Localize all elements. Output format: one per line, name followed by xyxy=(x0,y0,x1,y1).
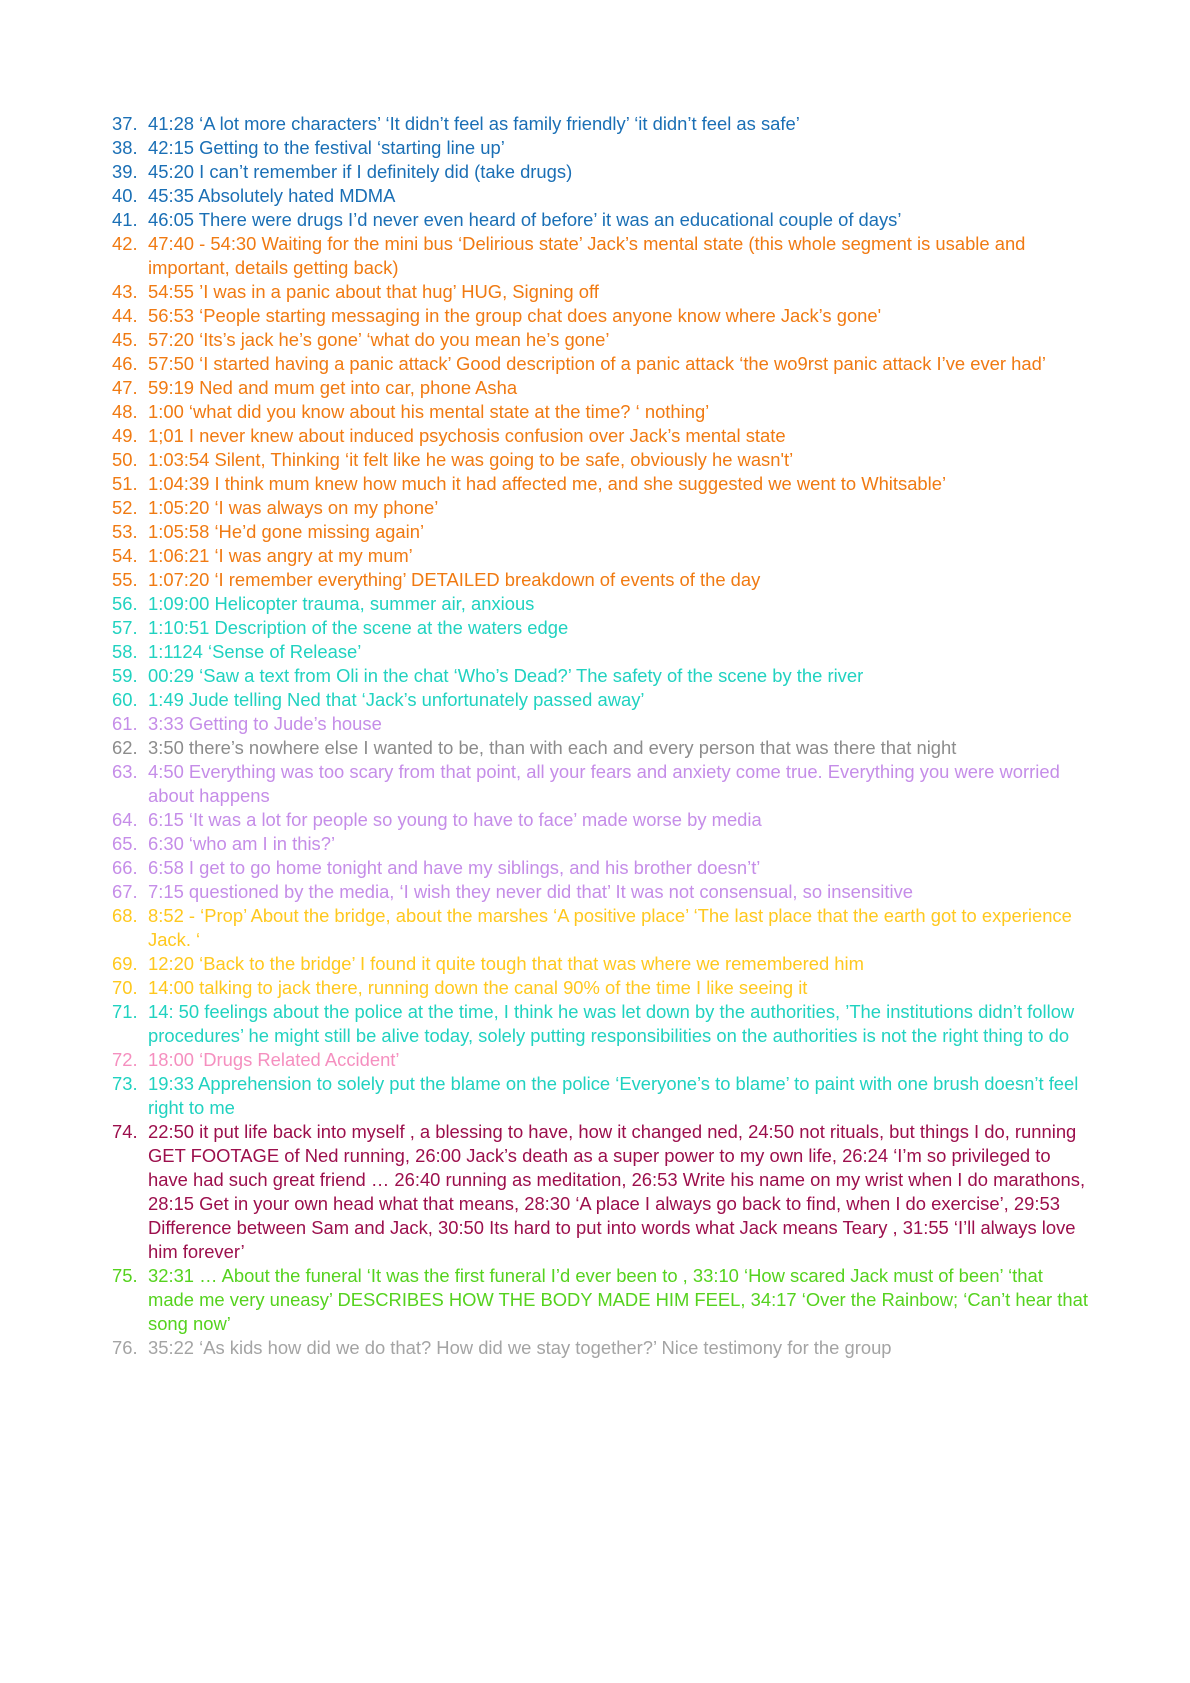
item-text: 6:58 I get to go home tonight and have my siblings, and his brother doesn’t’ xyxy=(148,857,761,878)
item-text: 35:22 ‘As kids how did we do that? How did we stay together?’ Nice testimony for the group xyxy=(148,1337,892,1358)
list-item xyxy=(112,664,1092,688)
item-text: 54:55 ’I was in a panic about that hug’ HUG, Signing off xyxy=(148,281,599,302)
item-text: 47:40 - 54:30 Waiting for the mini bus ‘Delirious state’ Jack’s mental state (this whole segment is usable and important, details getting back) xyxy=(148,233,1026,278)
item-text: 56:53 ‘People starting messaging in the group chat does anyone know where Jack’s gone' xyxy=(148,305,882,326)
list-item xyxy=(112,1048,1092,1072)
item-text: 57:50 ‘I started having a panic attack’ Good description of a panic attack ‘the wo9rst panic attack I’ve ever had’ xyxy=(148,353,1046,374)
item-number: 74. xyxy=(112,1121,138,1142)
item-text: 00:29 ‘Saw a text from Oli in the chat ‘Who’s Dead?’ The safety of the scene by the river xyxy=(148,665,864,686)
item-text: 6:30 ‘who am I in this?’ xyxy=(148,833,336,854)
item-text: 42:15 Getting to the festival ‘starting line up’ xyxy=(148,137,505,158)
list-item xyxy=(112,328,1092,352)
item-number: 45. xyxy=(112,329,138,350)
list-item xyxy=(112,952,1092,976)
item-number: 37. xyxy=(112,113,138,134)
item-number: 46. xyxy=(112,353,138,374)
list-item xyxy=(112,736,1092,760)
list-item xyxy=(112,1072,1092,1120)
list-item xyxy=(112,616,1092,640)
item-number: 43. xyxy=(112,281,138,302)
item-number: 40. xyxy=(112,185,138,206)
list-item xyxy=(112,400,1092,424)
list-item xyxy=(112,760,1092,808)
item-text: 32:31 … About the funeral ‘It was the first funeral I’d ever been to , 33:10 ‘How scared Jack must of been’ ‘that made me very uneasy’ DESCRIBES HOW THE BODY MADE HIM FEEL, 34:17 ‘Over the Rainbow; ‘Can’t hear that song now’ xyxy=(148,1265,1088,1334)
item-number: 53. xyxy=(112,521,138,542)
item-text: 7:15 questioned by the media, ‘I wish they never did that’ It was not consensual, so insensitive xyxy=(148,881,914,902)
item-number: 41. xyxy=(112,209,138,230)
list-item xyxy=(112,856,1092,880)
notes-list xyxy=(112,112,1092,1360)
item-text: 1:03:54 Silent, Thinking ‘it felt like he was going to be safe, obviously he wasn't’ xyxy=(148,449,794,470)
item-text: 1:09:00 Helicopter trauma, summer air, anxious xyxy=(148,593,535,614)
item-number: 58. xyxy=(112,641,138,662)
item-text: 14:00 talking to jack there, running down the canal 90% of the time I like seeing it xyxy=(148,977,808,998)
item-number: 66. xyxy=(112,857,138,878)
item-number: 65. xyxy=(112,833,138,854)
item-number: 55. xyxy=(112,569,138,590)
list-item xyxy=(112,880,1092,904)
item-text: 57:20 ‘Its’s jack he’s gone’ ‘what do you mean he’s gone’ xyxy=(148,329,610,350)
item-number: 71. xyxy=(112,1001,138,1022)
item-number: 64. xyxy=(112,809,138,830)
list-item xyxy=(112,184,1092,208)
item-number: 42. xyxy=(112,233,138,254)
item-text: 1:07:20 ‘I remember everything’ DETAILED breakdown of events of the day xyxy=(148,569,761,590)
list-item xyxy=(112,1120,1092,1264)
list-item xyxy=(112,136,1092,160)
item-number: 57. xyxy=(112,617,138,638)
item-number: 51. xyxy=(112,473,138,494)
item-text: 45:35 Absolutely hated MDMA xyxy=(148,185,396,206)
item-number: 47. xyxy=(112,377,138,398)
item-number: 52. xyxy=(112,497,138,518)
list-item xyxy=(112,592,1092,616)
item-number: 49. xyxy=(112,425,138,446)
item-text: 1:49 Jude telling Ned that ‘Jack’s unfortunately passed away’ xyxy=(148,689,645,710)
item-number: 62. xyxy=(112,737,138,758)
list-item xyxy=(112,472,1092,496)
item-text: 12:20 ‘Back to the bridge’ I found it quite tough that that was where we remembered him xyxy=(148,953,864,974)
item-number: 59. xyxy=(112,665,138,686)
list-item xyxy=(112,976,1092,1000)
item-text: 22:50 it put life back into myself , a blessing to have, how it changed ned, 24:50 not rituals, but things I do, running GET FOOTAGE of Ned running, 26:00 Jack’s death as a super power to my own life, 26:24 ‘I’m so privileged to have had such great friend … 26:40 running as meditation, 26:53 Write his name on my wrist when I do marathons, 28:15 Get in your own head what that means, 28:30 ‘A place I always go back to find, when I do exercise’, 29:53 Difference between Sam and Jack, 30:50 Its hard to put into words what Jack means Teary , 31:55 ‘I’ll always love him forever’ xyxy=(148,1121,1086,1262)
list-item xyxy=(112,424,1092,448)
list-item xyxy=(112,568,1092,592)
item-number: 61. xyxy=(112,713,138,734)
list-item xyxy=(112,304,1092,328)
item-number: 54. xyxy=(112,545,138,566)
list-item xyxy=(112,1264,1092,1336)
item-number: 48. xyxy=(112,401,138,422)
item-number: 38. xyxy=(112,137,138,158)
list-item xyxy=(112,376,1092,400)
item-text: 3:50 there’s nowhere else I wanted to be, than with each and every person that was there that night xyxy=(148,737,957,758)
item-number: 60. xyxy=(112,689,138,710)
item-text: 1:00 ‘what did you know about his mental state at the time? ‘ nothing’ xyxy=(148,401,710,422)
list-item xyxy=(112,208,1092,232)
list-item xyxy=(112,520,1092,544)
item-text: 4:50 Everything was too scary from that point, all your fears and anxiety come true. Everything you were worried about happens xyxy=(148,761,1060,806)
list-item xyxy=(112,712,1092,736)
item-number: 56. xyxy=(112,593,138,614)
item-number: 44. xyxy=(112,305,138,326)
item-number: 69. xyxy=(112,953,138,974)
item-text: 6:15 ‘It was a lot for people so young to have to face’ made worse by media xyxy=(148,809,762,830)
list-item xyxy=(112,352,1092,376)
list-item xyxy=(112,448,1092,472)
list-item xyxy=(112,1336,1092,1360)
item-text: 1:06:21 ‘I was angry at my mum’ xyxy=(148,545,413,566)
item-text: 8:52 - ‘Prop’ About the bridge, about the marshes ‘A positive place’ ‘The last place that the earth got to experience Jack. ‘ xyxy=(148,905,1072,950)
item-text: 41:28 ‘A lot more characters’ ‘It didn’t feel as family friendly’ ‘it didn’t feel as safe’ xyxy=(148,113,800,134)
item-number: 68. xyxy=(112,905,138,926)
item-number: 63. xyxy=(112,761,138,782)
item-number: 39. xyxy=(112,161,138,182)
item-text: 1:05:20 ‘I was always on my phone’ xyxy=(148,497,439,518)
list-item xyxy=(112,112,1092,136)
item-number: 73. xyxy=(112,1073,138,1094)
item-text: 59:19 Ned and mum get into car, phone Asha xyxy=(148,377,518,398)
item-text: 45:20 I can’t remember if I definitely did (take drugs) xyxy=(148,161,573,182)
item-text: 18:00 ‘Drugs Related Accident’ xyxy=(148,1049,400,1070)
item-number: 67. xyxy=(112,881,138,902)
list-item xyxy=(112,832,1092,856)
list-item xyxy=(112,496,1092,520)
list-item xyxy=(112,904,1092,952)
list-item xyxy=(112,1000,1092,1048)
item-number: 70. xyxy=(112,977,138,998)
item-text: 1:05:58 ‘He’d gone missing again’ xyxy=(148,521,425,542)
list-item xyxy=(112,808,1092,832)
list-item xyxy=(112,160,1092,184)
item-number: 50. xyxy=(112,449,138,470)
list-item xyxy=(112,640,1092,664)
item-text: 14: 50 feelings about the police at the time, I think he was let down by the authorities, ’The institutions didn’t follow procedures’ he might still be alive today, solely putting responsibilities on the authorities is not the right thing to do xyxy=(148,1001,1075,1046)
item-number: 72. xyxy=(112,1049,138,1070)
item-text: 1:1124 ‘Sense of Release’ xyxy=(148,641,362,662)
item-text: 1:04:39 I think mum knew how much it had affected me, and she suggested we went to Whitsable’ xyxy=(148,473,947,494)
item-number: 75. xyxy=(112,1265,138,1286)
item-text: 19:33 Apprehension to solely put the blame on the police ‘Everyone’s to blame’ to paint with one brush doesn’t feel right to me xyxy=(148,1073,1079,1118)
list-item xyxy=(112,280,1092,304)
list-item xyxy=(112,688,1092,712)
item-text: 3:33 Getting to Jude’s house xyxy=(148,713,382,734)
item-text: 1;01 I never knew about induced psychosis confusion over Jack’s mental state xyxy=(148,425,786,446)
item-number: 76. xyxy=(112,1337,138,1358)
list-item xyxy=(112,544,1092,568)
item-text: 1:10:51 Description of the scene at the waters edge xyxy=(148,617,569,638)
list-item xyxy=(112,232,1092,280)
item-text: 46:05 There were drugs I’d never even heard of before’ it was an educational couple of days’ xyxy=(148,209,902,230)
